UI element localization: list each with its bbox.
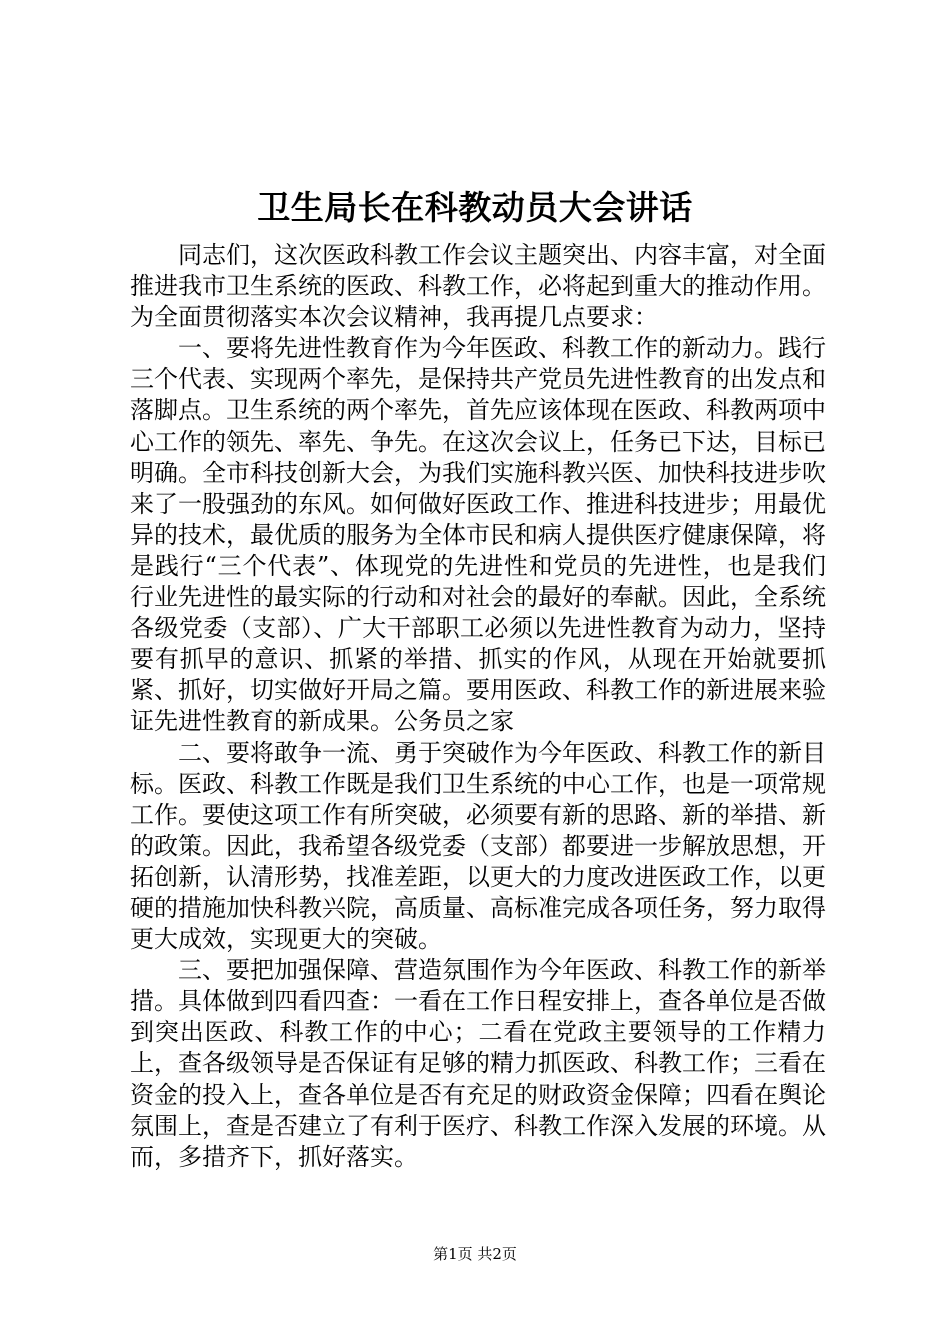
paragraph-point-three: 三、要把加强保障、营造氛围作为今年医政、科教工作的新举措。具体做到四看四查：一看在工作日程安排上，查各单位是否做到突出医政、科教工作的中心；二看在党政主要领导的工作精力上，查各级领导是否保证有足够的精力抓医政、科教工作；三看在资金的投入上，查各单位是否有充足的财政资金保障；四看在舆论氛围上，查是否建立了有利于医疗、科教工作深入发展的环境。从而，多措齐下，抓好落实。 <box>130 956 826 1171</box>
paragraph-opening: 同志们，这次医政科教工作会议主题突出、内容丰富，对全面推进我市卫生系统的医政、科教工作，必将起到重大的推动作用。为全面贯彻落实本次会议精神，我再提几点要求： <box>130 241 826 332</box>
document-body <box>130 240 826 1173</box>
paragraph-point-one: 一、要将先进性教育作为今年医政、科教工作的新动力。践行三个代表、实现两个率先，是保持共产党员先进性教育的出发点和落脚点。卫生系统的两个率先，首先应该体现在医政、科教两项中心工作的领先、率先、争先。在这次会议上，任务已下达，目标已明确。全市科技创新大会，为我们实施科教兴医、加快科技进步吹来了一股强劲的东风。如何做好医政工作、推进科技进步；用最优异的技术，最优质的服务为全体市民和病人提供医疗健康保障，将是践行“三个代表”、体现党的先进性和党员的先进性，也是我们行业先进性的最实际的行动和对社会的最好的奉献。因此，全系统各级党委（支部）、广大干部职工必须以先进性教育为动力，坚持要有抓早的意识、抓紧的举措、抓实的作风，从现在开始就要抓紧、抓好，切实做好开局之篇。要用医政、科教工作的新进展来验证先进性教育的新成果。公务员之家 <box>130 334 826 736</box>
paragraph-point-two: 二、要将敢争一流、勇于突破作为今年医政、科教工作的新目标。医政、科教工作既是我们卫生系统的中心工作，也是一项常规工作。要使这项工作有所突破，必须要有新的思路、新的举措、新的政策。因此，我希望各级党委（支部）都要进一步解放思想，开拓创新，认清形势，找准差距，以更大的力度改进医政工作，以更硬的措施加快科教兴院，高质量、高标准完成各项任务，努力取得更大成效，实现更大的突破。 <box>130 738 826 954</box>
page-number: 第1页 共2页 <box>433 1245 517 1263</box>
page-footer <box>0 1243 950 1265</box>
document-title: 卫生局长在科教动员大会讲话 <box>257 188 693 227</box>
